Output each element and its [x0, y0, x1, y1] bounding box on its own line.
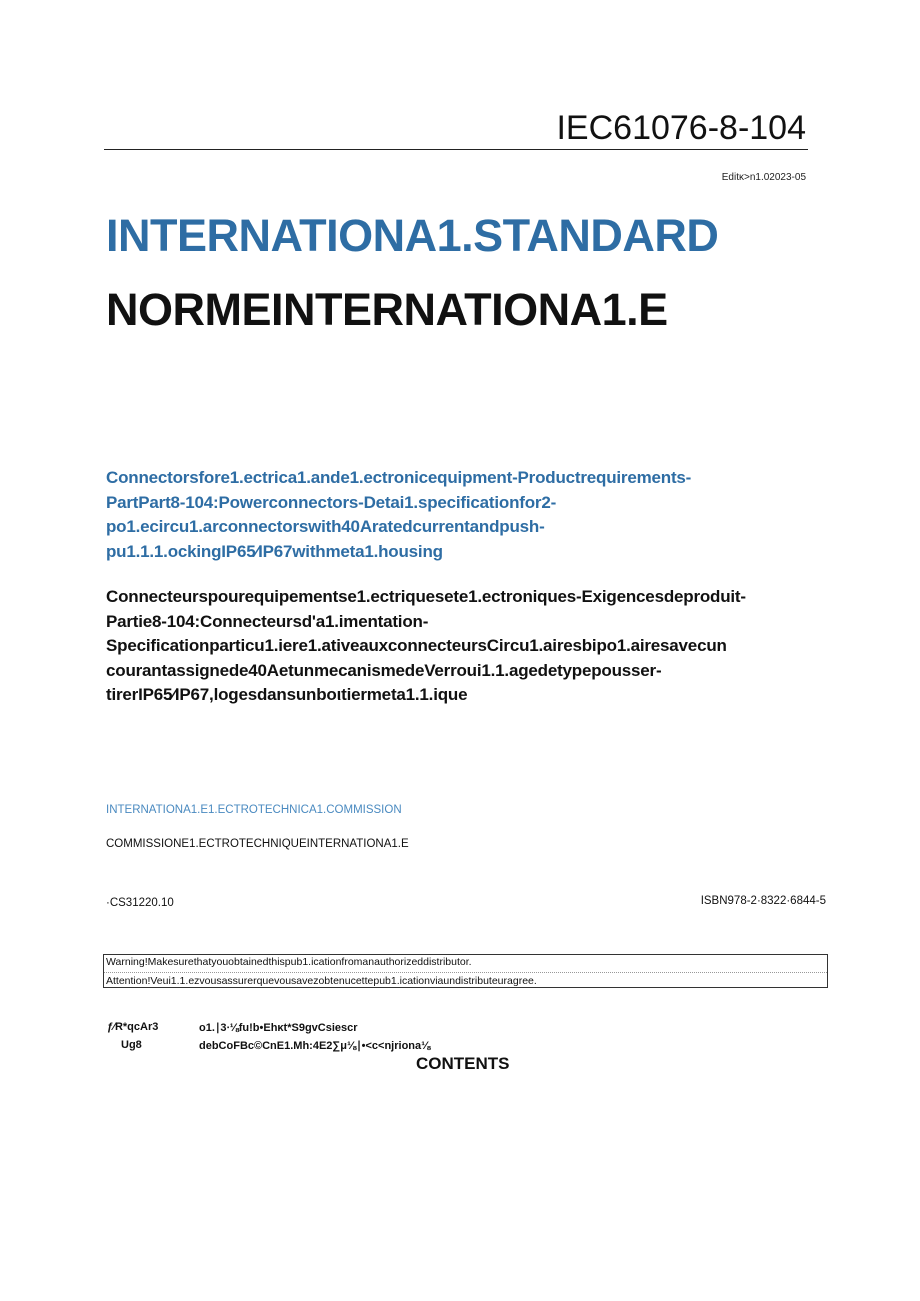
subtitle-english-line: po1.ecircu1.arconnectorswith40Aratedcurrentandpush-: [106, 517, 545, 536]
contents-heading: CONTENTS: [416, 1054, 510, 1073]
warning-box: [103, 954, 828, 988]
header-divider: [104, 149, 808, 150]
warning-english: Warning!Makesurethatyouobtainedthispub1.icationfromanauthorizeddistributor.: [106, 956, 472, 968]
document-number: IEC61076-8-104: [556, 109, 806, 147]
subtitle-french-line: Specificationparticu1.iere1.ativeauxconnecteursCircu1.airesbipo1.airesavecun: [106, 636, 727, 655]
organization-english: INTERNATIONA1.E1.ECTROTECHNICA1.COMMISSION: [106, 804, 402, 816]
ics-code: ·CS31220.10: [106, 897, 174, 909]
warning-divider: [104, 972, 827, 973]
title-international-standard: INTERNATIONA1.STANDARD: [106, 210, 719, 261]
garbled-text: debCoFBc©CnE1.Mh:4E2∑μ⅛∣•<c<njriona⅛: [199, 1040, 431, 1052]
subtitle-french-line: Partie8-104:Connecteursd'a1.imentation-: [106, 611, 429, 631]
subtitle-french-line: tirerIP65∕IP67,logesdansunboιtiermeta1.1.ique: [106, 685, 468, 704]
subtitle-english-line: pu1.1.1.ockingIP65∕IP67withmeta1.housing: [106, 541, 443, 561]
edition-label: Editκ>n1.02023-05: [721, 172, 806, 183]
subtitle-english-line: PartPart8-104:Powerconnectors-Detai1.specificationfor2-: [106, 492, 557, 512]
subtitle-french-line: Connecteurspourequipementse1.ectriquesete1.ectroniques-Exigencesdeproduit-: [106, 587, 746, 606]
garbled-text: ƒ∕R*qcAr3: [107, 1021, 159, 1033]
title-norme-internationale: NORMEINTERNATIONA1.E: [106, 284, 668, 335]
garbled-text: o1.∣3∙⅛fu!b•Ehκt*S9gvCsiescr: [199, 1022, 358, 1034]
subtitle-french: [106, 585, 836, 708]
isbn-code: ISBN978-2·8322·6844-5: [700, 895, 826, 907]
organization-french: COMMISSIONE1.ECTROTECHNIQUEINTERNATIONA1.E: [106, 838, 409, 850]
subtitle-english: [106, 466, 836, 564]
subtitle-english-line: Connectorsfore1.ectrica1.ande1.ectronicequipment-Productrequirements-: [106, 468, 692, 487]
garbled-text: Ug8: [121, 1039, 142, 1051]
warning-french: Attention!Veui1.1.ezvousassurerquevousavezobtenucettepub1.icationviaundistributeuragree.: [106, 975, 537, 987]
subtitle-french-line: courantassignede40AetunmecanismedeVerroui1.1.agedetypepousser-: [106, 660, 662, 680]
